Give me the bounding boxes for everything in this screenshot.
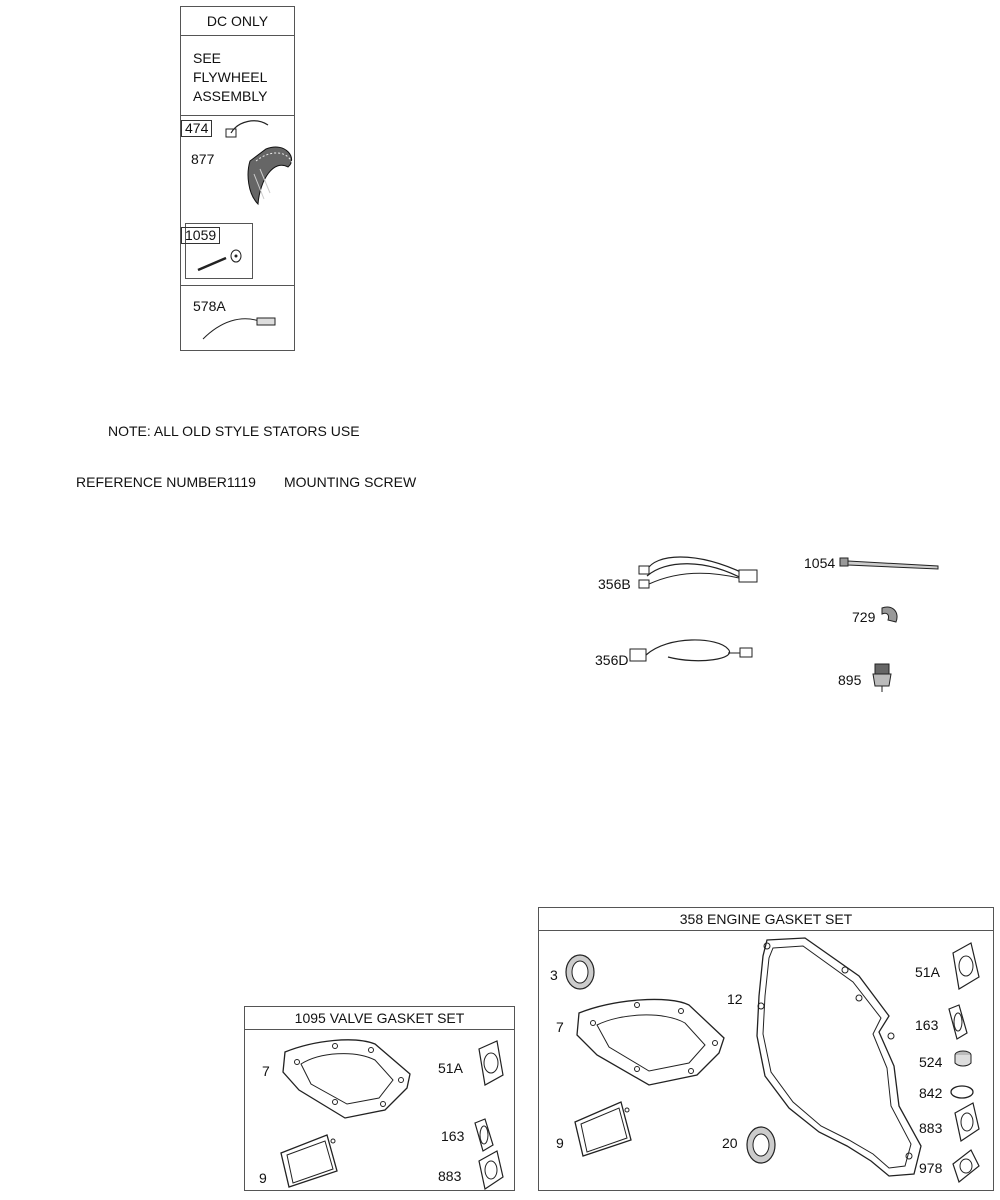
wire-section-divider — [181, 285, 294, 286]
engine-part-label-842[interactable]: 842 — [919, 1085, 943, 1101]
engine-head-gasket-drawing — [569, 993, 729, 1098]
engine-cover-gasket-drawing — [569, 1096, 639, 1156]
part-label-729[interactable]: 729 — [852, 609, 876, 625]
part-label-1054[interactable]: 1054 — [804, 555, 836, 571]
see-line: SEE — [193, 50, 222, 66]
engine-part-label-51a[interactable]: 51A — [915, 964, 940, 980]
engine-seal-20-drawing — [741, 1123, 781, 1167]
stator-drawing — [226, 119, 296, 219]
harness-356d-drawing — [628, 635, 758, 675]
valve-part-label-9[interactable]: 9 — [259, 1170, 267, 1186]
switch-895-drawing — [870, 662, 896, 696]
part-label-895[interactable]: 895 — [838, 672, 862, 688]
engine-seal-3-drawing — [562, 952, 598, 992]
part-label-474[interactable]: 474 — [181, 120, 212, 137]
engine-978-gasket-drawing — [949, 1148, 983, 1184]
valve-part-label-51a[interactable]: 51A — [438, 1060, 463, 1076]
valve-163-gasket-drawing — [471, 1117, 495, 1153]
dc-only-title: DC ONLY — [181, 7, 294, 36]
grommet-729-drawing — [878, 604, 902, 626]
part-label-356d[interactable]: 356D — [595, 652, 629, 668]
engine-883-gasket-drawing — [949, 1101, 983, 1143]
stator-note — [76, 389, 416, 508]
screw-washer-drawing — [196, 248, 246, 278]
screw-washer-subbox — [185, 223, 253, 279]
valve-gasket-set-title: 1095 VALVE GASKET SET — [245, 1007, 514, 1030]
dc-only-panel — [180, 6, 295, 351]
part-label-578a[interactable]: 578A — [193, 298, 226, 314]
assembly-line: ASSEMBLY — [193, 88, 268, 104]
engine-gasket-set-panel — [538, 907, 994, 1191]
see-flywheel-note — [193, 49, 267, 106]
stator-section-divider — [181, 115, 294, 116]
note-line-2 — [76, 474, 416, 491]
valve-head-gasket-drawing — [275, 1032, 415, 1132]
valve-part-label-7[interactable]: 7 — [262, 1063, 270, 1079]
diode-wire-drawing — [201, 311, 281, 341]
note-line-2-prefix: REFERENCE NUMBER — [76, 474, 227, 490]
engine-part-label-163[interactable]: 163 — [915, 1017, 939, 1033]
engine-gasket-set-title: 358 ENGINE GASKET SET — [539, 908, 993, 931]
engine-part-label-3[interactable]: 3 — [550, 967, 558, 983]
valve-part-label-883[interactable]: 883 — [438, 1168, 462, 1184]
valve-883-gasket-drawing — [473, 1149, 507, 1191]
cable-tie-drawing — [838, 554, 943, 574]
flywheel-line: FLYWHEEL — [193, 69, 268, 85]
valve-cover-gasket-drawing — [275, 1127, 345, 1187]
engine-part-label-883[interactable]: 883 — [919, 1120, 943, 1136]
note-ref-1119[interactable]: 1119 — [226, 474, 256, 490]
engine-part-label-12[interactable]: 12 — [727, 991, 743, 1007]
engine-part-label-524[interactable]: 524 — [919, 1054, 943, 1070]
engine-part-label-7[interactable]: 7 — [556, 1019, 564, 1035]
valve-gasket-set-panel — [244, 1006, 515, 1191]
part-label-1059[interactable]: 1059 — [181, 227, 220, 244]
part-label-877[interactable]: 877 — [191, 151, 215, 167]
note-line-1-text: NOTE: ALL OLD STYLE STATORS USE — [108, 423, 360, 439]
engine-part-label-20[interactable]: 20 — [722, 1135, 738, 1151]
valve-intake-gasket-drawing — [473, 1039, 507, 1089]
oring-842-drawing — [949, 1084, 977, 1102]
engine-163-gasket-drawing — [945, 1003, 969, 1041]
note-line-2-suffix: MOUNTING SCREW — [283, 474, 417, 490]
valve-part-label-163[interactable]: 163 — [441, 1128, 465, 1144]
engine-part-label-978[interactable]: 978 — [919, 1160, 943, 1176]
harness-356b-drawing — [635, 548, 765, 598]
engine-51a-gasket-drawing — [947, 941, 983, 991]
engine-part-label-9[interactable]: 9 — [556, 1135, 564, 1151]
part-label-356b[interactable]: 356B — [598, 576, 631, 592]
note-line-1 — [76, 423, 416, 440]
plug-524-drawing — [951, 1049, 975, 1069]
